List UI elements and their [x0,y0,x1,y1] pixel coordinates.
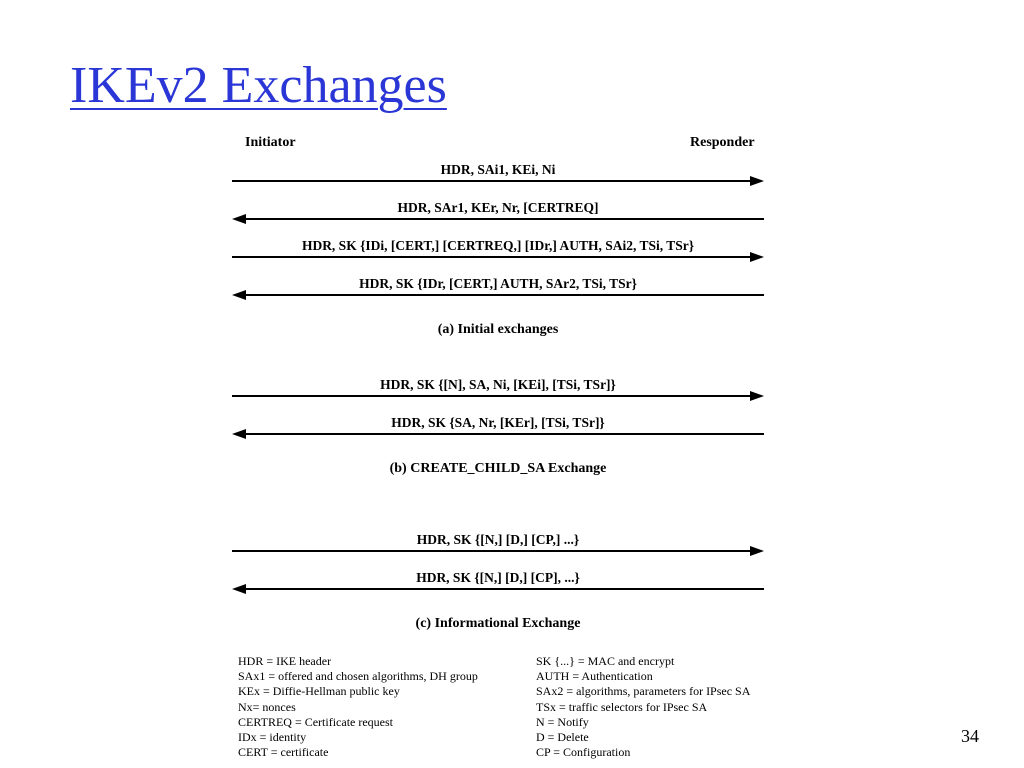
arrow-left-icon [232,213,764,225]
legend-item: N = Notify [536,714,589,729]
initial-message-3-label: HDR, SK {IDi, [CERT,] [CERTREQ,] [IDr,] AUTH, SAi2, TSi, TSr} [301,238,695,253]
legend-item: TSx = traffic selectors for IPsec SA [536,699,708,714]
legend-item: HDR = IKE header [238,654,332,668]
informational-caption: (c) Informational Exchange [415,616,581,631]
responder-label: Responder [690,135,755,150]
initial-message-2-label: HDR, SAr1, KEr, Nr, [CERTREQ] [397,200,599,215]
legend-item: SAx2 = algorithms, parameters for IPsec SA [536,684,751,699]
child-sa-message-2-label: HDR, SK {SA, Nr, [KEr], [TSi, TSr]} [391,415,605,430]
arrow-left-icon [232,428,764,440]
initial-message-4-label: HDR, SK {IDr, [CERT,] AUTH, SAr2, TSi, TSr} [359,276,637,291]
initiator-label: Initiator [245,135,296,150]
child-sa-message-1-label: HDR, SK {[N], SA, Ni, [KEi], [TSi, TSr]} [380,377,616,392]
legend-item: Nx= nonces [238,699,296,714]
arrow-left-icon [232,583,764,595]
legend-item: IDx = identity [238,730,307,745]
legend-item: CERTREQ = Certificate request [238,714,394,729]
legend-item: CP = Configuration [536,745,631,760]
arrow-right-icon [232,251,764,263]
informational-message-2-label: HDR, SK {[N,] [D,] [CP], ...} [416,570,580,585]
legend-item: SAx1 = offered and chosen algorithms, DH group [238,669,478,684]
legend-left [238,654,478,760]
informational-message-1-label: HDR, SK {[N,] [D,] [CP,] ...} [416,532,580,547]
legend-item: CERT = certificate [238,745,329,760]
legend-item: AUTH = Authentication [536,669,653,684]
arrow-right-icon [232,175,764,187]
legend-item: SK {...} = MAC and encrypt [536,654,675,668]
arrow-right-icon [232,545,764,557]
legend-item: D = Delete [536,730,589,745]
arrow-right-icon [232,390,764,402]
child-sa-caption: (b) CREATE_CHILD_SA Exchange [389,461,607,476]
legend-item: KEx = Diffie-Hellman public key [238,684,400,699]
arrow-left-icon [232,289,764,301]
legend-right [536,654,750,760]
page-title[interactable]: IKEv2 Exchanges [70,57,447,114]
initial-message-1-label: HDR, SAi1, KEi, Ni [440,162,556,177]
initial-exchanges-caption: (a) Initial exchanges [437,322,559,337]
page-number: 34 [961,726,979,746]
